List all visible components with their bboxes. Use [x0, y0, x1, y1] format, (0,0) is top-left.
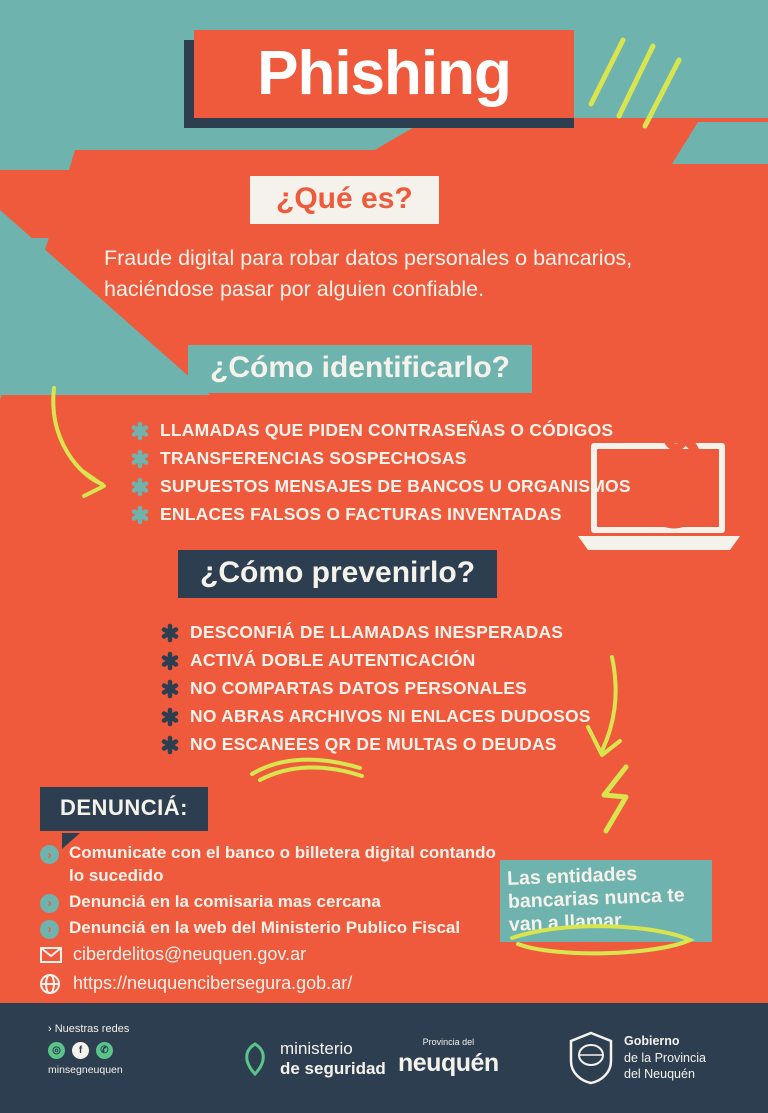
- government-line2: de la Provincia: [624, 1050, 706, 1065]
- title-accent-lines: [575, 30, 685, 140]
- social-label-text: Nuestras redes: [54, 1023, 130, 1035]
- facebook-icon[interactable]: f: [72, 1042, 89, 1059]
- list-item: [160, 650, 591, 671]
- list-item: [160, 678, 591, 699]
- prevent-item-4: NO ESCANEES QR DE MULTAS O DEUDAS: [190, 734, 557, 754]
- ministry-mark-icon: [238, 1041, 272, 1077]
- asterisk-icon: [130, 449, 150, 469]
- social-label: › Nuestras redes: [48, 1023, 130, 1035]
- list-item: [40, 842, 500, 888]
- whatsapp-icon[interactable]: ✆: [96, 1042, 113, 1059]
- list-item: [160, 622, 591, 643]
- list-item: [130, 448, 631, 469]
- government-line1: Gobierno: [624, 1033, 680, 1048]
- prevent-item-1: ACTIVÁ DOBLE AUTENTICACIÓN: [190, 650, 476, 670]
- yellow-arrow-curve-icon: [40, 380, 130, 510]
- contact-email-row[interactable]: [40, 944, 352, 965]
- mail-icon: [40, 947, 62, 963]
- coat-of-arms-icon: [568, 1031, 614, 1085]
- yellow-underline-scribble-icon: [504, 918, 704, 962]
- heading-prevent: ¿Cómo prevenirlo?: [178, 550, 497, 598]
- contact-block: [40, 944, 352, 1002]
- note-text: Las entidades bancarias nunca te van a llamar: [506, 862, 686, 936]
- list-item: [130, 504, 631, 525]
- government-line3: del Neuquén: [624, 1067, 695, 1082]
- poster-title: [184, 30, 574, 128]
- province-logo: [398, 1037, 499, 1078]
- identify-item-3: ENLACES FALSOS O FACTURAS INVENTADAS: [160, 504, 562, 524]
- chevron-right-icon: ›: [40, 920, 59, 939]
- prevent-item-2: NO COMPARTAS DATOS PERSONALES: [190, 678, 528, 698]
- heading-what-is: ¿Qué es?: [250, 176, 439, 224]
- asterisk-icon: [160, 651, 180, 671]
- asterisk-icon: [130, 477, 150, 497]
- ministry-line1: ministerio: [280, 1039, 353, 1058]
- chevron-right-icon: ›: [40, 894, 59, 913]
- report-item-2: Denunciá en la web del Ministerio Publico Fiscal: [69, 917, 461, 937]
- report-item-0: Comunicate con el banco o billetera digital contando lo sucedido: [69, 843, 496, 885]
- province-big: neuquén: [398, 1049, 499, 1077]
- contact-website: https://neuquencibersegura.gob.ar/: [73, 973, 353, 993]
- report-item-1: Denunciá en la comisaria mas cercana: [69, 891, 381, 911]
- social-block: [48, 1023, 129, 1076]
- title-box: [194, 30, 574, 118]
- heading-identify: ¿Cómo identificarlo?: [188, 345, 532, 393]
- identify-item-1: TRANSFERENCIAS SOSPECHOSAS: [160, 448, 467, 468]
- province-small: Provincia del: [422, 1037, 475, 1047]
- laptop-phishing-hook-illustration: [572, 418, 748, 573]
- title-text: Phishing: [257, 39, 511, 108]
- what-is-body: Fraude digital para robar datos personales o bancarios, haciéndose pasar por alguien confiable.: [104, 246, 633, 301]
- ministry-line2: de seguridad: [280, 1058, 386, 1078]
- social-icons: [48, 1042, 129, 1059]
- asterisk-icon: [160, 735, 180, 755]
- ministry-logo: [238, 1039, 386, 1078]
- list-item: [40, 891, 500, 914]
- list-item: [130, 476, 631, 497]
- asterisk-icon: [160, 707, 180, 727]
- asterisk-icon: [160, 679, 180, 699]
- contact-website-row[interactable]: [40, 973, 352, 994]
- asterisk-icon: [160, 623, 180, 643]
- list-item: [160, 706, 591, 727]
- identify-item-0: LLAMADAS QUE PIDEN CONTRASEÑAS O CÓDIGOS: [160, 420, 614, 440]
- list-item: [160, 734, 591, 755]
- footer-bar: [0, 1003, 768, 1113]
- chevron-right-icon: ›: [40, 845, 59, 864]
- orange-spark-icon: [56, 160, 136, 230]
- prevent-item-3: NO ABRAS ARCHIVOS NI ENLACES DUDOSOS: [190, 706, 591, 726]
- identify-list: [130, 420, 631, 532]
- yellow-arrow-down-icon: [580, 655, 700, 835]
- identify-item-2: SUPUESTOS MENSAJES DE BANCOS U ORGANISMOS: [160, 476, 631, 496]
- list-item: [130, 420, 631, 441]
- report-list: [40, 842, 500, 943]
- globe-icon: [40, 974, 62, 994]
- government-logo: [568, 1031, 706, 1085]
- heading-report: DENUNCIÁ:: [40, 787, 208, 831]
- list-item: [40, 917, 500, 940]
- prevent-list: [160, 622, 591, 762]
- instagram-icon[interactable]: ◎: [48, 1042, 65, 1059]
- asterisk-icon: [130, 505, 150, 525]
- prevent-item-0: DESCONFIÁ DE LLAMADAS INESPERADAS: [190, 622, 564, 642]
- contact-email: ciberdelitos@neuquen.gov.ar: [73, 944, 307, 964]
- asterisk-icon: [130, 421, 150, 441]
- social-handle: minsegneuquen: [48, 1064, 123, 1076]
